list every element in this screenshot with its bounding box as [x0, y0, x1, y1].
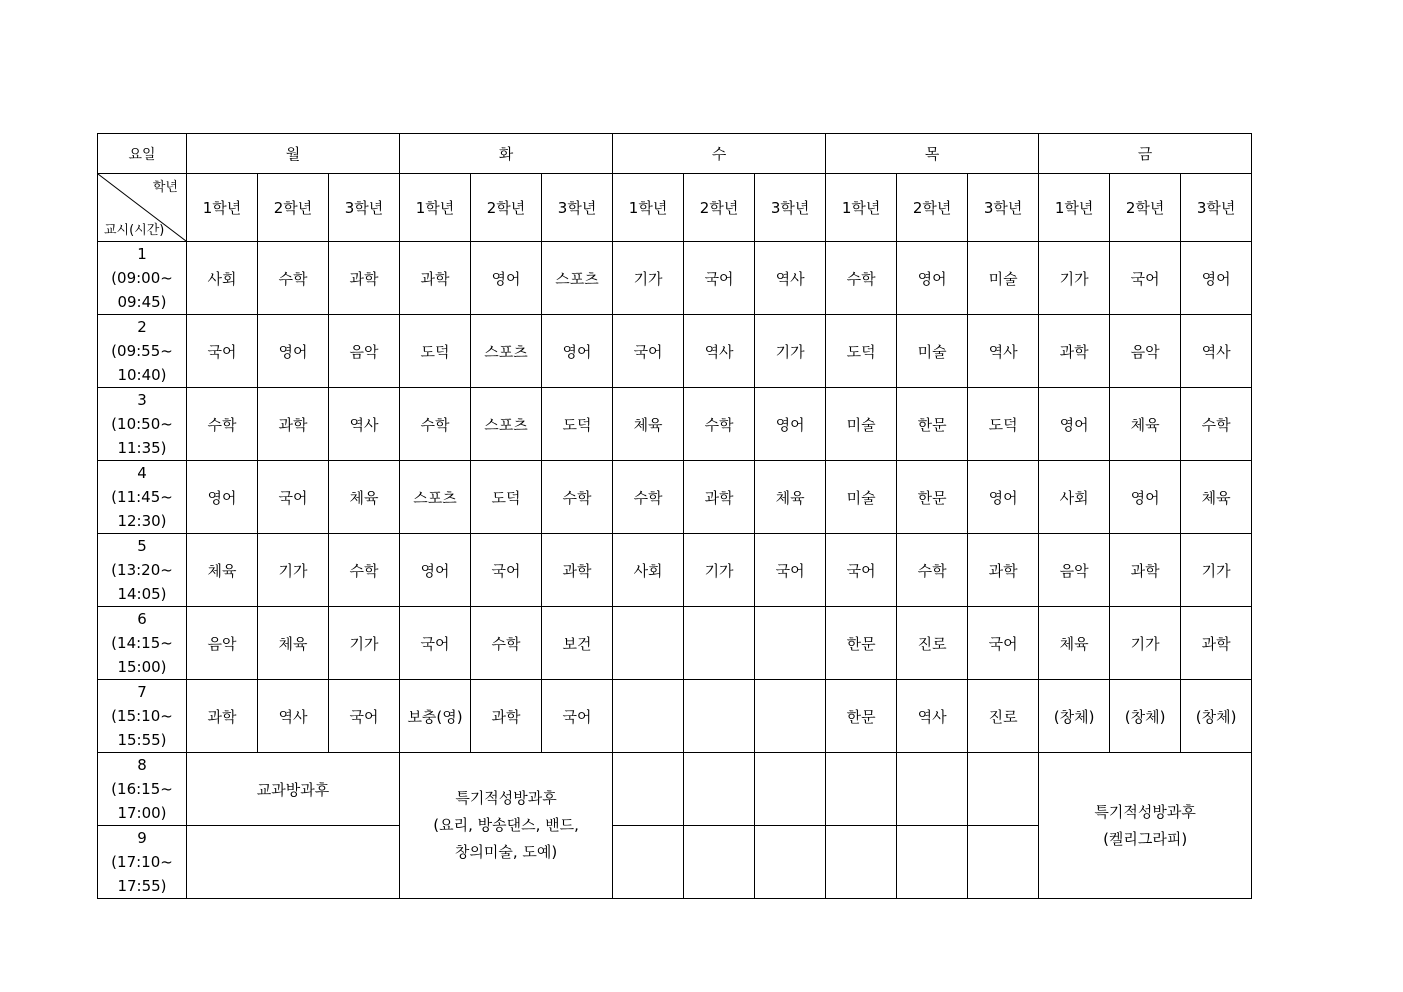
period-num: 6 — [137, 610, 147, 628]
grade-header-cell: 2학년 — [684, 174, 755, 242]
subject-cell: 국어 — [684, 242, 755, 315]
subject-cell: 영어 — [755, 388, 826, 461]
period-num: 7 — [137, 683, 147, 701]
subject-cell: 수학 — [897, 534, 968, 607]
subject-cell: (창체) — [1181, 680, 1252, 753]
subject-cell: 역사 — [968, 315, 1039, 388]
period-cell — [98, 753, 187, 826]
subject-cell: 국어 — [542, 680, 613, 753]
period-start: (11:45~ — [111, 488, 173, 506]
period-num: 1 — [137, 245, 147, 263]
period-end: 14:05) — [117, 585, 167, 603]
subject-cell: 영어 — [1110, 461, 1181, 534]
period-num: 4 — [137, 464, 147, 482]
subject-cell: 기가 — [329, 607, 400, 680]
period-end: 15:00) — [117, 658, 167, 676]
subject-cell: (창체) — [1110, 680, 1181, 753]
subject-cell: 음악 — [1110, 315, 1181, 388]
period-row — [98, 461, 1252, 534]
empty-cell — [684, 753, 755, 826]
subject-cell: 과학 — [1110, 534, 1181, 607]
subject-cell: 영어 — [968, 461, 1039, 534]
subject-cell: 스포츠 — [471, 388, 542, 461]
subject-cell: 역사 — [1181, 315, 1252, 388]
subject-cell: 영어 — [1039, 388, 1110, 461]
grade-header-cell: 1학년 — [400, 174, 471, 242]
subject-cell: 음악 — [187, 607, 258, 680]
subject-cell: 영어 — [471, 242, 542, 315]
subject-cell: 보충(영) — [400, 680, 471, 753]
period-cell — [98, 461, 187, 534]
subject-cell: 체육 — [329, 461, 400, 534]
period-start: (09:00~ — [111, 269, 173, 287]
grade-header-cell: 2학년 — [1110, 174, 1181, 242]
empty-cell — [968, 826, 1039, 899]
subject-cell: 한문 — [826, 607, 897, 680]
period-row — [98, 680, 1252, 753]
subject-cell: 역사 — [258, 680, 329, 753]
empty-cell — [826, 753, 897, 826]
period-num: 8 — [137, 756, 147, 774]
period-start: (09:55~ — [111, 342, 173, 360]
period-end: 10:40) — [117, 366, 167, 384]
subject-cell: 기가 — [1039, 242, 1110, 315]
day-header-row — [98, 134, 1252, 174]
subject-cell: 도덕 — [968, 388, 1039, 461]
day-monday: 월 — [187, 134, 400, 174]
after-school-fri-line: 특기적성방과후 — [1094, 802, 1196, 821]
subject-cell: 과학 — [471, 680, 542, 753]
grade-label: 학년 — [152, 180, 178, 195]
period-label: 교시(시간) — [104, 223, 165, 238]
period-num: 2 — [137, 318, 147, 336]
subject-cell: 도덕 — [471, 461, 542, 534]
day-label: 요일 — [98, 134, 187, 174]
empty-cell — [897, 826, 968, 899]
subject-cell: 스포츠 — [542, 242, 613, 315]
subject-cell: 미술 — [897, 315, 968, 388]
after-school-tue-line: (요리, 방송댄스, 밴드, — [433, 816, 579, 834]
after-school-fri — [1039, 753, 1252, 899]
subject-cell: 기가 — [684, 534, 755, 607]
subject-cell: 과학 — [187, 680, 258, 753]
subject-cell — [684, 607, 755, 680]
period-start: (15:10~ — [111, 707, 173, 725]
grade-header-cell: 3학년 — [968, 174, 1039, 242]
period-row — [98, 753, 1252, 826]
subject-cell: 영어 — [1181, 242, 1252, 315]
subject-cell: 사회 — [613, 534, 684, 607]
subject-cell: 한문 — [897, 388, 968, 461]
day-friday: 금 — [1039, 134, 1252, 174]
empty-cell — [684, 826, 755, 899]
empty-cell — [968, 753, 1039, 826]
subject-cell: 도덕 — [400, 315, 471, 388]
period-start: (17:10~ — [111, 853, 173, 871]
grade-header-cell: 1학년 — [1039, 174, 1110, 242]
subject-cell: 미술 — [968, 242, 1039, 315]
subject-cell — [684, 680, 755, 753]
subject-cell: 수학 — [471, 607, 542, 680]
subject-cell: 국어 — [258, 461, 329, 534]
subject-cell: 수학 — [187, 388, 258, 461]
subject-cell: 음악 — [1039, 534, 1110, 607]
period-num: 3 — [137, 391, 147, 409]
subject-cell: 도덕 — [542, 388, 613, 461]
subject-cell: 과학 — [542, 534, 613, 607]
subject-cell: 영어 — [187, 461, 258, 534]
empty-cell — [613, 826, 684, 899]
timetable — [97, 133, 1252, 899]
subject-cell: 국어 — [613, 315, 684, 388]
subject-cell: 음악 — [329, 315, 400, 388]
subject-cell: 국어 — [329, 680, 400, 753]
subject-cell: 과학 — [684, 461, 755, 534]
period-num: 5 — [137, 537, 147, 555]
after-school-mon: 교과방과후 — [187, 753, 400, 826]
subject-cell: 국어 — [471, 534, 542, 607]
subject-cell: 과학 — [1181, 607, 1252, 680]
period-cell — [98, 242, 187, 315]
subject-cell: 사회 — [187, 242, 258, 315]
subject-cell: 한문 — [826, 680, 897, 753]
grade-header-cell: 3학년 — [329, 174, 400, 242]
subject-cell: 기가 — [755, 315, 826, 388]
subject-cell: 진로 — [968, 680, 1039, 753]
subject-cell — [755, 607, 826, 680]
subject-cell: 국어 — [1110, 242, 1181, 315]
period-end: 17:55) — [117, 877, 167, 895]
period-end: 15:55) — [117, 731, 167, 749]
subject-cell: 체육 — [755, 461, 826, 534]
subject-cell: 역사 — [755, 242, 826, 315]
empty-cell — [826, 826, 897, 899]
period-row — [98, 388, 1252, 461]
subject-cell: 영어 — [400, 534, 471, 607]
period-start: (16:15~ — [111, 780, 173, 798]
subject-cell: 체육 — [187, 534, 258, 607]
subject-cell: 한문 — [897, 461, 968, 534]
period-cell — [98, 388, 187, 461]
subject-cell: 수학 — [542, 461, 613, 534]
subject-cell: 스포츠 — [471, 315, 542, 388]
period-cell — [98, 315, 187, 388]
period-end: 11:35) — [117, 439, 167, 457]
period-end: 09:45) — [117, 293, 167, 311]
subject-cell: 미술 — [826, 461, 897, 534]
grade-header-cell: 1학년 — [187, 174, 258, 242]
subject-cell: 수학 — [258, 242, 329, 315]
grade-header-row — [98, 174, 1252, 242]
period-row — [98, 534, 1252, 607]
subject-cell: 수학 — [329, 534, 400, 607]
day-thursday: 목 — [826, 134, 1039, 174]
subject-cell: 과학 — [400, 242, 471, 315]
subject-cell: 기가 — [613, 242, 684, 315]
grade-header-cell: 2학년 — [471, 174, 542, 242]
subject-cell: 역사 — [684, 315, 755, 388]
subject-cell: 체육 — [1110, 388, 1181, 461]
period-row — [98, 315, 1252, 388]
period-cell — [98, 826, 187, 899]
subject-cell: 수학 — [400, 388, 471, 461]
subject-cell: 역사 — [897, 680, 968, 753]
subject-cell: 영어 — [542, 315, 613, 388]
period-row — [98, 242, 1252, 315]
subject-cell — [613, 607, 684, 680]
period-start: (10:50~ — [111, 415, 173, 433]
subject-cell: 도덕 — [826, 315, 897, 388]
grade-header-cell: 3학년 — [755, 174, 826, 242]
subject-cell — [755, 680, 826, 753]
grade-header-cell: 2학년 — [258, 174, 329, 242]
subject-cell: 수학 — [826, 242, 897, 315]
grade-header-cell: 3학년 — [542, 174, 613, 242]
subject-cell: 국어 — [826, 534, 897, 607]
after-school-fri-line: (켈리그라피) — [1103, 829, 1188, 848]
period-start: (13:20~ — [111, 561, 173, 579]
subject-cell: 국어 — [968, 607, 1039, 680]
subject-cell: 수학 — [1181, 388, 1252, 461]
subject-cell: 영어 — [897, 242, 968, 315]
subject-cell: 수학 — [684, 388, 755, 461]
subject-cell: 진로 — [897, 607, 968, 680]
corner-header — [98, 174, 187, 242]
subject-cell: 국어 — [400, 607, 471, 680]
empty-cell — [755, 753, 826, 826]
period-end: 17:00) — [117, 804, 167, 822]
subject-cell: 사회 — [1039, 461, 1110, 534]
after-school-tue — [400, 753, 613, 899]
grade-header-cell: 1학년 — [826, 174, 897, 242]
subject-cell: 기가 — [1181, 534, 1252, 607]
subject-cell: (창체) — [1039, 680, 1110, 753]
subject-cell: 영어 — [258, 315, 329, 388]
subject-cell — [613, 680, 684, 753]
after-school-mon-empty — [187, 826, 400, 899]
grade-header-cell: 2학년 — [897, 174, 968, 242]
grade-header-cell: 3학년 — [1181, 174, 1252, 242]
subject-cell: 체육 — [1039, 607, 1110, 680]
grade-header-cell: 1학년 — [613, 174, 684, 242]
subject-cell: 미술 — [826, 388, 897, 461]
subject-cell: 기가 — [1110, 607, 1181, 680]
day-wednesday: 수 — [613, 134, 826, 174]
period-start: (14:15~ — [111, 634, 173, 652]
subject-cell: 스포츠 — [400, 461, 471, 534]
subject-cell: 국어 — [755, 534, 826, 607]
period-num: 9 — [137, 829, 147, 847]
period-cell — [98, 680, 187, 753]
after-school-tue-line: 특기적성방과후 — [455, 789, 557, 807]
subject-cell: 역사 — [329, 388, 400, 461]
subject-cell: 과학 — [1039, 315, 1110, 388]
subject-cell: 체육 — [1181, 461, 1252, 534]
empty-cell — [897, 753, 968, 826]
empty-cell — [613, 753, 684, 826]
subject-cell: 체육 — [613, 388, 684, 461]
after-school-tue-line: 창의미술, 도예) — [454, 843, 558, 861]
period-cell — [98, 534, 187, 607]
subject-cell: 국어 — [187, 315, 258, 388]
empty-cell — [755, 826, 826, 899]
subject-cell: 기가 — [258, 534, 329, 607]
period-row — [98, 607, 1252, 680]
subject-cell: 보건 — [542, 607, 613, 680]
subject-cell: 수학 — [613, 461, 684, 534]
subject-cell: 과학 — [968, 534, 1039, 607]
subject-cell: 체육 — [258, 607, 329, 680]
day-tuesday: 화 — [400, 134, 613, 174]
subject-cell: 과학 — [329, 242, 400, 315]
subject-cell: 과학 — [258, 388, 329, 461]
period-end: 12:30) — [117, 512, 167, 530]
period-cell — [98, 607, 187, 680]
